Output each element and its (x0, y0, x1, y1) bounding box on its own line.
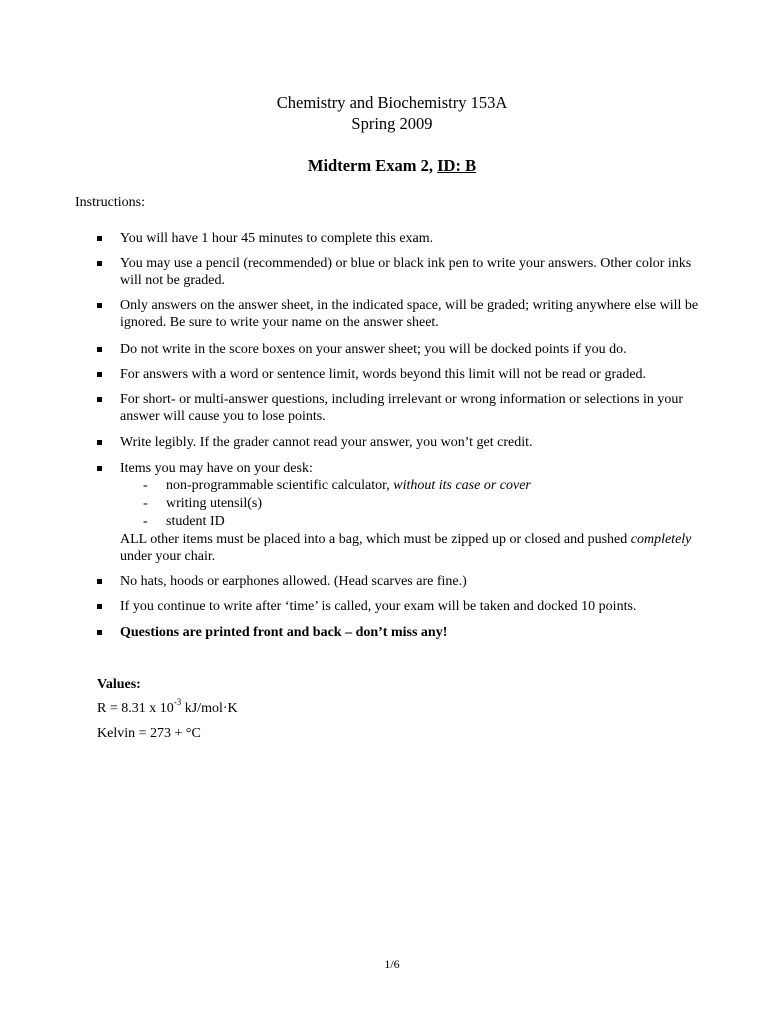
instruction-text: Questions are printed front and back – don’t miss any! (120, 625, 448, 640)
instruction-text: No hats, hoods or earphones allowed. (Head scarves are fine.) (120, 574, 467, 589)
bag-note-part1: ALL other items must be placed into a bag, which must be zipped up or closed and pushed (120, 532, 631, 547)
instruction-text: For answers with a word or sentence limit, words beyond this limit will not be read or graded. (120, 367, 647, 382)
exam-title-prefix: Midterm Exam 2, (307, 156, 438, 175)
course-title: Chemistry and Biochemistry 153A (276, 93, 508, 112)
bullet-square-icon (97, 372, 102, 377)
instruction-text: Only answers on the answer sheet, in the indicated space, will be graded; writing anywhere else will be ignored. Be sure to write your name on the answer sheet. (120, 298, 699, 330)
bullet-square-icon (97, 440, 102, 445)
r-suffix: kJ/mol·K (181, 701, 238, 716)
instructions-label: Instructions: (75, 195, 145, 210)
bag-note-part2: under your chair. (120, 549, 216, 564)
desk-item-text: writing utensil(s) (166, 496, 263, 511)
instruction-text: You may use a pencil (recommended) or blue or black ink pen to write your answers. Other color inks will not be graded. (120, 256, 692, 288)
dash-marker: - (143, 478, 148, 493)
exam-title (0, 157, 784, 174)
instruction-text: For short- or multi-answer questions, including irrelevant or wrong information or selections in your answer will cause you to lose points. (120, 392, 684, 424)
dash-marker: - (143, 514, 148, 529)
values-label: Values: (97, 677, 141, 692)
r-prefix: R = 8.31 x 10 (97, 701, 174, 716)
kelvin-conversion: Kelvin = 273 + °C (97, 726, 201, 741)
instruction-text: Write legibly. If the grader cannot read your answer, you won’t get credit. (120, 435, 533, 450)
instruction-text: Do not write in the score boxes on your answer sheet; you will be docked points if you do. (120, 342, 627, 357)
term-title: Spring 2009 (351, 114, 433, 133)
instruction-text: If you continue to write after ‘time’ is called, your exam will be taken and docked 10 points. (120, 599, 637, 614)
dash-marker: - (143, 496, 148, 511)
bullet-square-icon (97, 466, 102, 471)
bullet-square-icon (97, 579, 102, 584)
page-number: 1/6 (384, 957, 400, 971)
bullet-square-icon (97, 630, 102, 635)
calculator-text: non-programmable scientific calculator, (166, 478, 394, 493)
bullet-square-icon (97, 604, 102, 609)
gas-constant-value (97, 697, 238, 717)
instruction-text: Items you may have on your desk: (120, 461, 313, 476)
bullet-square-icon (97, 236, 102, 241)
bullet-square-icon (97, 303, 102, 308)
desk-item-text: student ID (166, 514, 225, 529)
r-exponent: -3 (173, 697, 182, 708)
exam-id: ID: B (437, 156, 477, 175)
calculator-note: without its case or cover (393, 478, 531, 493)
instruction-text: You will have 1 hour 45 minutes to complete this exam. (120, 231, 434, 246)
bag-note-text (120, 531, 710, 565)
bullet-square-icon (97, 347, 102, 352)
bag-note-emph: completely (630, 532, 692, 547)
bullet-square-icon (97, 261, 102, 266)
bullet-square-icon (97, 397, 102, 402)
desk-item-text (166, 477, 531, 494)
